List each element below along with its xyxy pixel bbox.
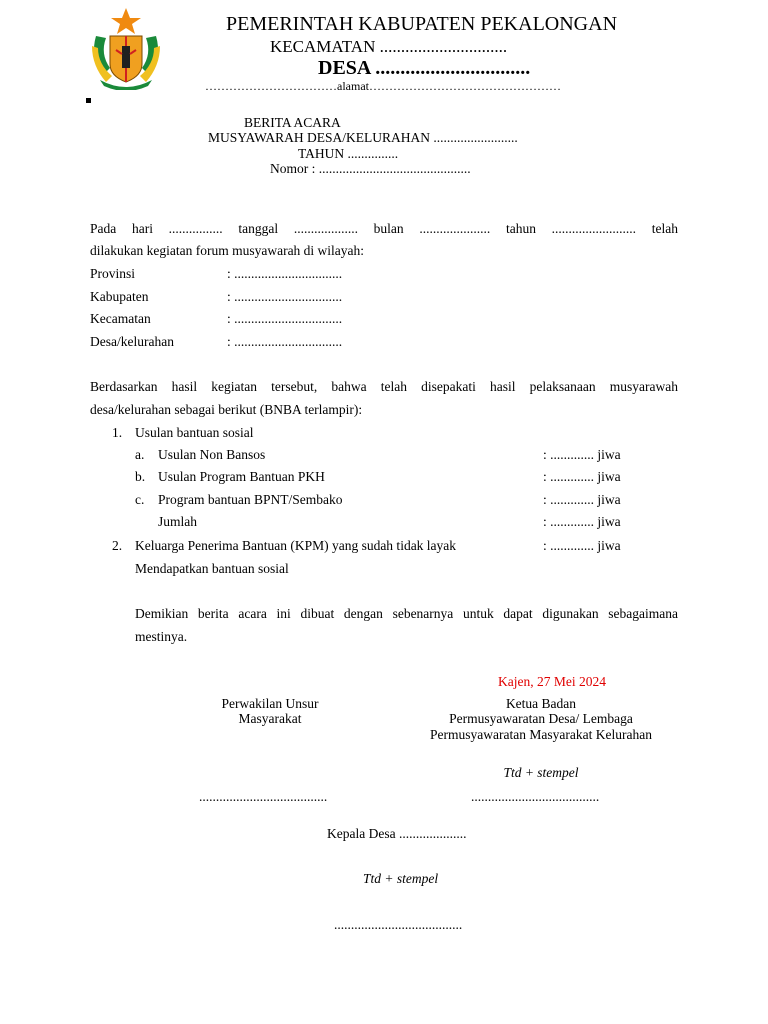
header-desa: DESA ............................... <box>318 57 531 79</box>
doc-title-nomor: Nomor : ............................................. <box>270 161 471 176</box>
sub-item-a-letter: a. <box>135 447 145 462</box>
doc-title-berita-acara: BERITA ACARA <box>244 115 341 130</box>
region-label-kecamatan: Kecamatan <box>90 311 151 326</box>
region-value-kabupaten: : ................................ <box>227 289 343 304</box>
region-value-kecamatan: : ................................ <box>227 311 343 326</box>
village-head-signature-line: ...................................... <box>334 917 463 932</box>
region-label-provinsi: Provinsi <box>90 266 136 281</box>
closing-line-1: Demikian berita acara ini dibuat dengan sebenarnya untuk dapat digunakan sebagaimana <box>135 606 678 621</box>
region-label-kabupaten: Kabupaten <box>90 289 149 304</box>
signer-right-title-1: Ketua Badan <box>505 696 577 711</box>
list-item-1-label: Usulan bantuan sosial <box>135 425 254 440</box>
signer-left-signature-line: ...................................... <box>199 789 328 804</box>
signer-right-stamp: Ttd + stempel <box>503 765 579 780</box>
intro-line-2: dilakukan kegiatan forum musyawarah di wilayah: <box>90 243 365 258</box>
signer-right-signature-line: ...................................... <box>471 789 600 804</box>
intro-line-1: Pada hari ................ tanggal ................... bulan ..................... tahun ......................... telah <box>90 221 678 236</box>
region-value-provinsi: : ................................ <box>227 266 343 281</box>
doc-title-tahun: TAHUN ............... <box>298 146 399 161</box>
sub-item-total-label: Jumlah <box>158 514 197 529</box>
sub-item-c-letter: c. <box>135 492 145 507</box>
doc-title-musyawarah: MUSYAWARAH DESA/KELURAHAN ......................... <box>208 130 518 145</box>
list-item-2-label-cont: Mendapatkan bantuan sosial <box>135 561 289 576</box>
sub-item-a-value: : ............. jiwa <box>543 447 621 462</box>
agreement-line-1: Berdasarkan hasil kegiatan tersebut, bahwa telah disepakati hasil pelaksanaan musyarawah <box>90 379 678 394</box>
header-address: ……………………………alamat………………………………………… <box>205 79 561 93</box>
list-item-2-label: Keluarga Penerima Bantuan (KPM) yang sudah tidak layak <box>135 538 457 553</box>
list-item-2-value: : ............. jiwa <box>543 538 621 553</box>
header-government-name: PEMERINTAH KABUPATEN PEKALONGAN <box>226 13 618 35</box>
list-bullet-marker <box>86 98 91 103</box>
village-head-stamp: Ttd + stempel <box>363 871 439 886</box>
closing-line-2: mestinya. <box>135 629 188 644</box>
sub-item-total-value: : ............. jiwa <box>543 514 621 529</box>
place-date: Kajen, 27 Mei 2024 <box>498 674 606 689</box>
signer-right-title-2: Permusyawaratan Desa/ Lembaga <box>449 711 633 726</box>
signer-right-title-3: Permusyawaratan Masyarakat Kelurahan <box>430 727 652 742</box>
signer-left-title-1: Perwakilan Unsur <box>221 696 319 711</box>
village-head-title: Kepala Desa .................... <box>327 826 467 841</box>
region-label-desa: Desa/kelurahan <box>90 334 174 349</box>
list-item-1-number: 1. <box>112 425 123 440</box>
kabupaten-pekalongan-emblem <box>86 6 166 90</box>
region-value-desa: : ................................ <box>227 334 343 349</box>
sub-item-b-letter: b. <box>135 469 146 484</box>
header-kecamatan: KECAMATAN .............................. <box>270 37 508 56</box>
sub-item-b-value: : ............. jiwa <box>543 469 621 484</box>
sub-item-b-label: Usulan Program Bantuan PKH <box>158 469 325 484</box>
sub-item-c-label: Program bantuan BPNT/Sembako <box>158 492 343 507</box>
sub-item-a-label: Usulan Non Bansos <box>158 447 266 462</box>
signer-left-title-2: Masyarakat <box>238 711 302 726</box>
sub-item-c-value: : ............. jiwa <box>543 492 621 507</box>
list-item-2-number: 2. <box>112 538 123 553</box>
agreement-line-2: desa/kelurahan sebagai berikut (BNBA terlampir): <box>90 402 363 417</box>
